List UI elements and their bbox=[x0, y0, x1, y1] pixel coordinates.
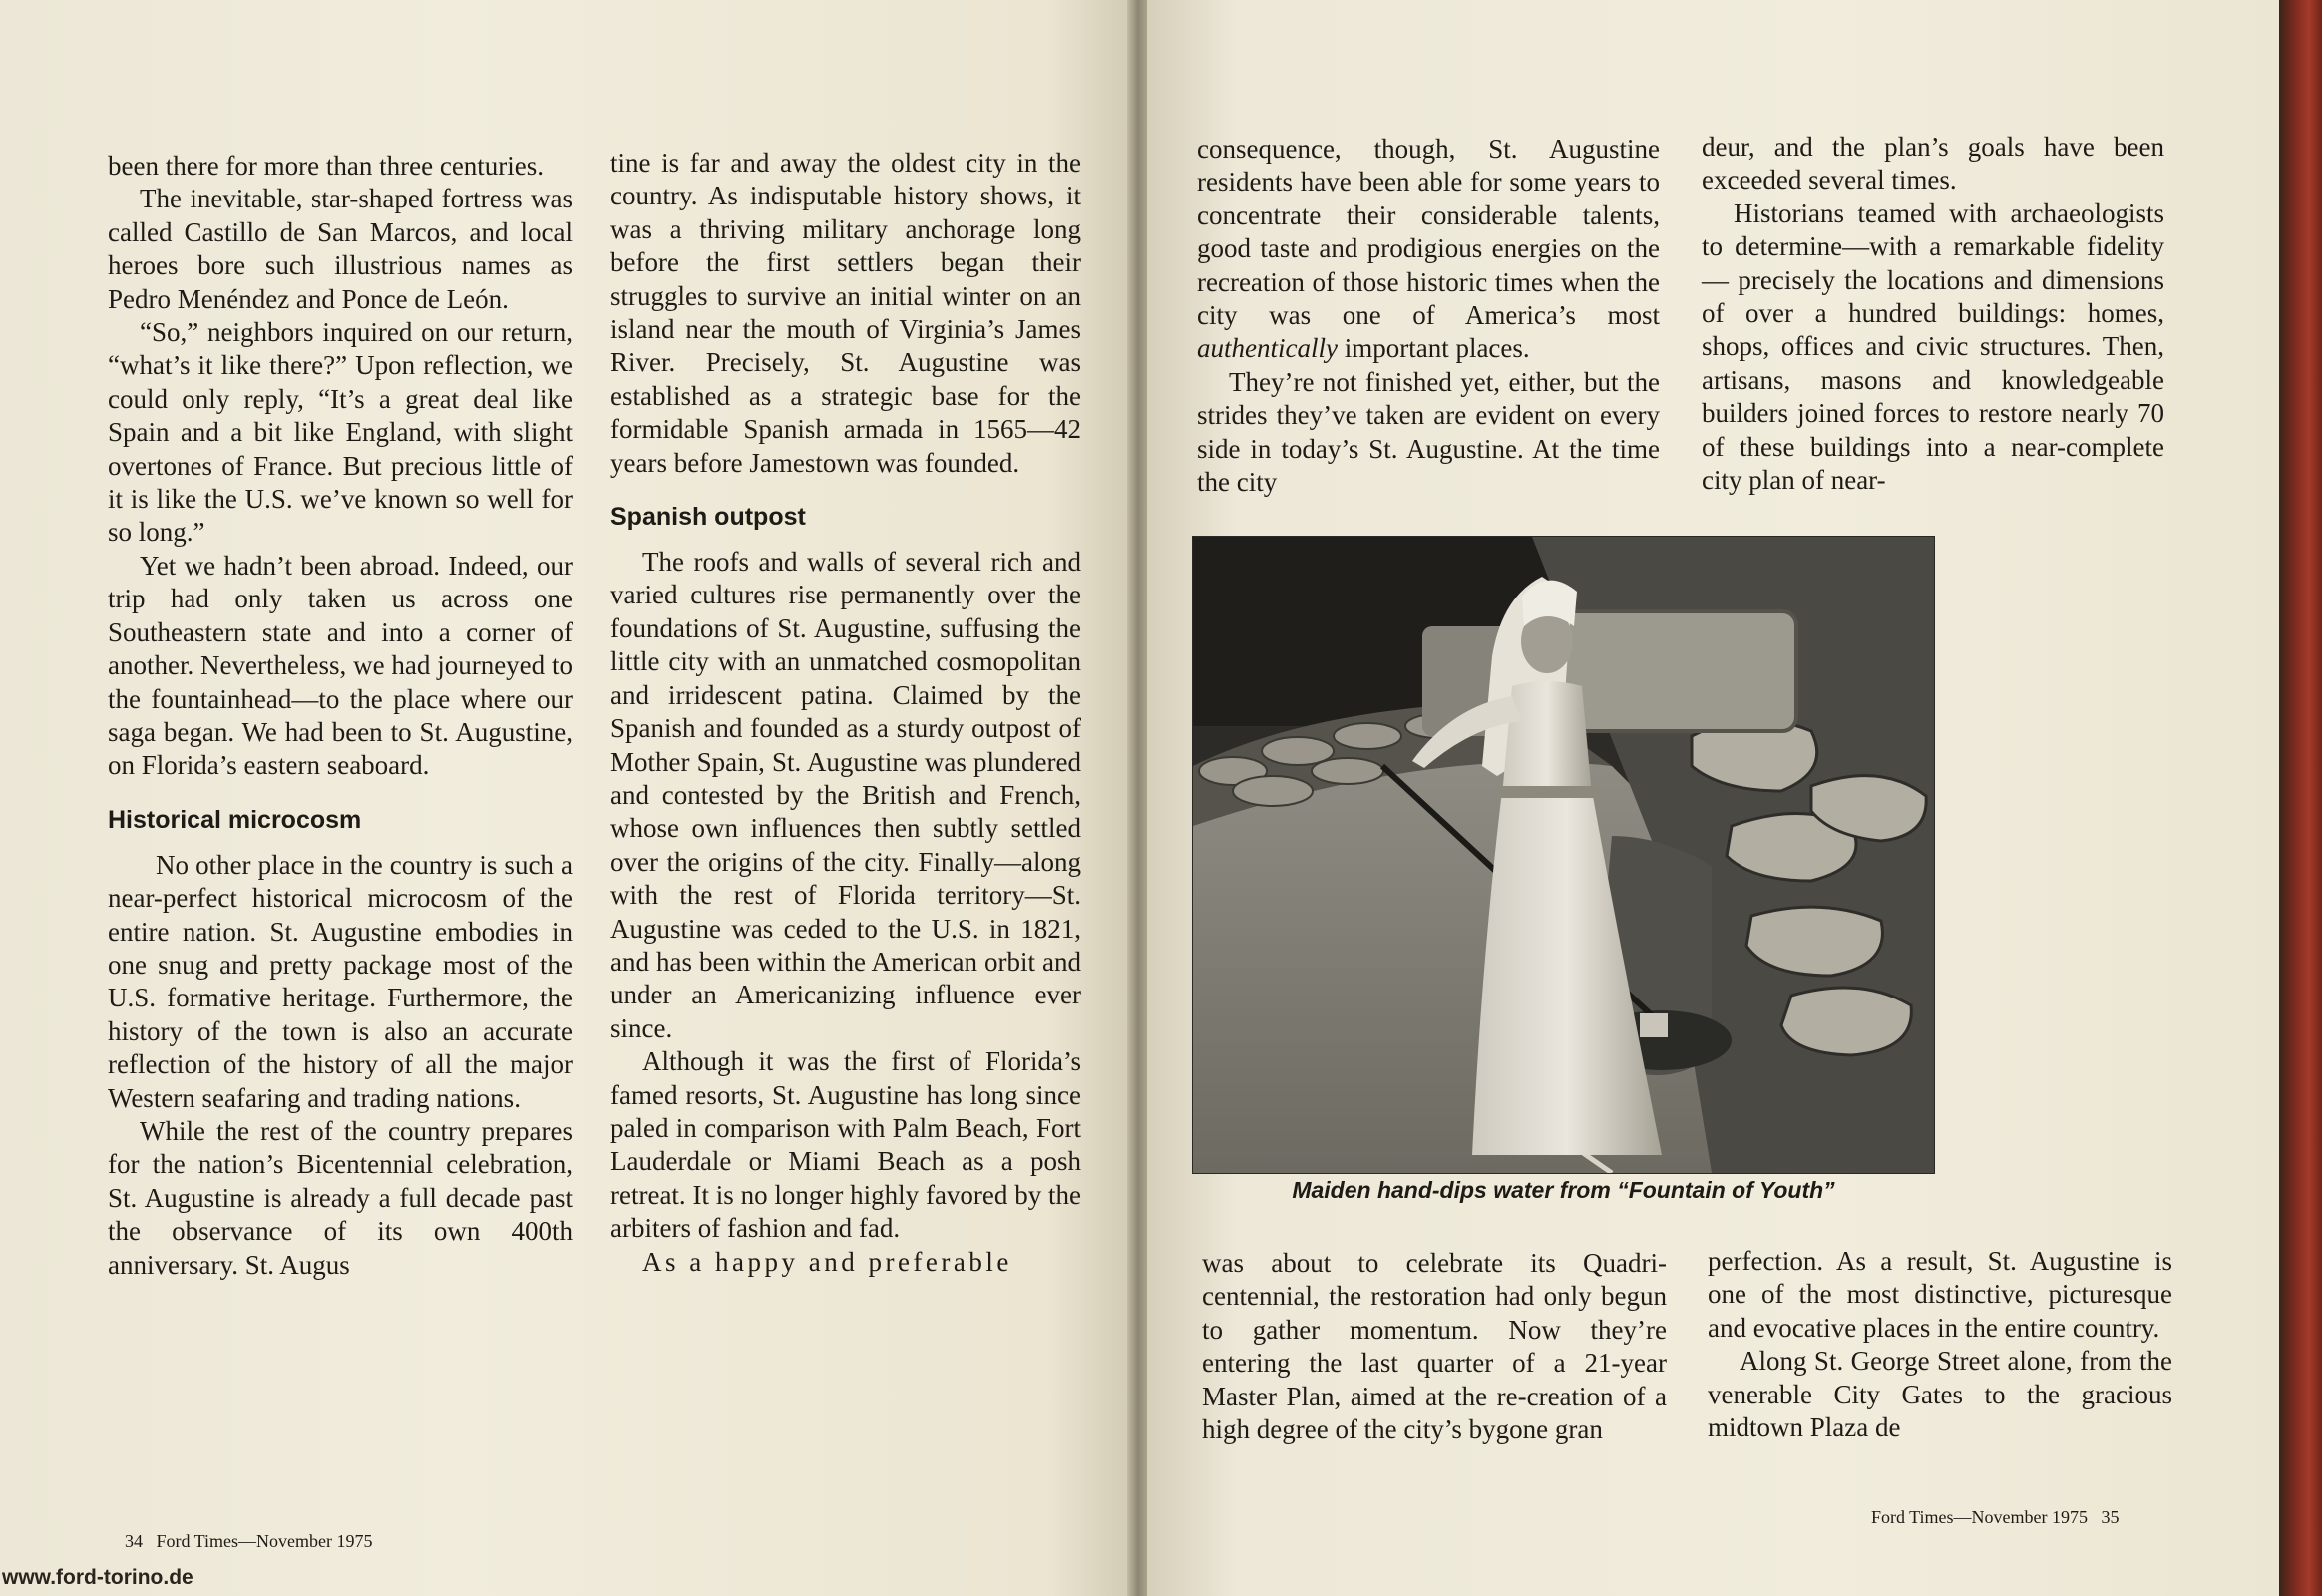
paragraph: Historians teamed with archaeologists to determine—with a remarkable fidelity — precisely the locations and dimensions of over a hundred buildings: homes, shops, offices and civic structures. Then, artisans, masons and knowledgeable builders joined forces to restore nearly 70 of these buildings into a near-complete city plan of near- bbox=[1702, 198, 2164, 496]
paragraph bbox=[1197, 133, 1660, 366]
paragraph: tine is far and away the oldest city in the country. As indisputable history shows, it was a thriving military anchorage long before the first settlers began their struggles to survive an initial winter on an island near the mouth of Virginia’s James River. Precisely, St. Augustine was established as a strategic base for the formidable Spanish armada in 1565—42 years before Jamestown was founded. bbox=[610, 148, 1081, 478]
paragraph: No other place in the country is such a near-perfect historical microcosm of the entire nation. St. Augustine embodies in one snug and pretty package most of the U.S. formative heritage. Furthermore, the history of the town is also an accurate reflection of the history of all the major Western seafaring and trading nations. bbox=[108, 849, 573, 1113]
paragraph: While the rest of the country prepares for the nation’s Bicentennial celebration, St. Augustine is already a full decade past the observance of its own 400th anniversary. St. Augus bbox=[108, 1115, 573, 1280]
right-column-2-bottom bbox=[1708, 1245, 2172, 1444]
right-column-1-bottom bbox=[1202, 1247, 1667, 1446]
right-column-1-top bbox=[1197, 133, 1660, 499]
paragraph: deur, and the plan’s goals have been exceeded several times. bbox=[1702, 132, 2164, 196]
left-folio: 34 Ford Times—November 1975 bbox=[125, 1531, 373, 1551]
right-column-2-top bbox=[1702, 131, 2164, 497]
paragraph: Along St. George Street alone, from the venerable City Gates to the gracious midtown Plaza de bbox=[1708, 1346, 2172, 1443]
fountain-photo-image bbox=[1193, 537, 1934, 1173]
right-folio: Ford Times—November 1975 35 bbox=[1871, 1507, 2120, 1527]
paragraph: perfection. As a result, St. Augustine is one of the most distinctive, picturesque and evocative places in the entire country. bbox=[1708, 1246, 2172, 1343]
paragraph: The roofs and walls of several rich and varied cultures rise permanently over the foundations of St. Augustine, suffusing the little city with an unmatched cosmopolitan and irridescent patina. Claimed by the Spanish and founded as a sturdy outpost of Mother Spain, St. Augustine was plundered and contested by the British and French, whose own influences then subtly settled over the origins of the city. Finally—along with the rest of Florida territory—St. Augustine was ceded to the U.S. in 1821, and has been within the American orbit and under an Americanizing influence ever since. bbox=[610, 547, 1081, 1043]
paragraph: They’re not finished yet, either, but the strides they’ve taken are evident on every side in today’s St. Augustine. At the time the city bbox=[1197, 366, 1660, 498]
photo-caption: Maiden hand-dips water from “Fountain of Youth” bbox=[1292, 1177, 1835, 1203]
left-column-1 bbox=[108, 150, 573, 1282]
section-heading: Historical microcosm bbox=[108, 805, 362, 834]
paragraph: was about to celebrate its Quadricentennial, the restoration had only begun to gather momentum. Now they’re entering the last quarter of a 21-year Master Plan, aimed at the re-creation of a high degree of the city’s bygone gran bbox=[1202, 1248, 1667, 1445]
paragraph: The inevitable, star-shaped fortress was called Castillo de San Marcos, and local heroes bore such illustrious names as Pedro Menéndez and Ponce de León. bbox=[108, 184, 573, 314]
text-run: consequence, though, St. Augustine residents have been able for some years to concentrate their considerable talents, good taste and prodigious energies on the recreation of those historic times when the city was one of America’s most bbox=[1197, 134, 1660, 331]
section-heading: Spanish outpost bbox=[610, 503, 806, 532]
paragraph: “So,” neighbors inquired on our return, “what’s it like there?” Upon reflection, we could only reply, “It’s a great deal like Spain and a bit like England, with slight overtones of France. But precious little of it is like the U.S. we’ve known so well for so long.” bbox=[108, 317, 573, 548]
text-run: important places. bbox=[1337, 333, 1530, 364]
paragraph: been there for more than three centuries. bbox=[108, 151, 545, 181]
fountain-photo bbox=[1193, 537, 1934, 1173]
left-column-2 bbox=[610, 147, 1081, 1279]
paragraph: Although it was the first of Florida’s famed resorts, St. Augustine has long since paled in comparison with Palm Beach, Fort Lauderdale or Miami Beach as a posh retreat. It is no longer highly favored by the arbiters of fashion and fad. bbox=[610, 1046, 1081, 1244]
paragraph: As a happy and preferable bbox=[642, 1246, 1012, 1277]
emphasis: authentically bbox=[1197, 333, 1338, 364]
paragraph: Yet we hadn’t been abroad. Indeed, our trip had only taken us across one Southeastern state and into a corner of another. Nevertheless, we had journeyed to the fountainhead—to the place where our saga began. We had been to St. Augustine, on Florida’s eastern seaboard. bbox=[108, 550, 573, 781]
watermark: www.ford-torino.de bbox=[2, 1566, 194, 1589]
cover-edge bbox=[2279, 0, 2322, 1596]
